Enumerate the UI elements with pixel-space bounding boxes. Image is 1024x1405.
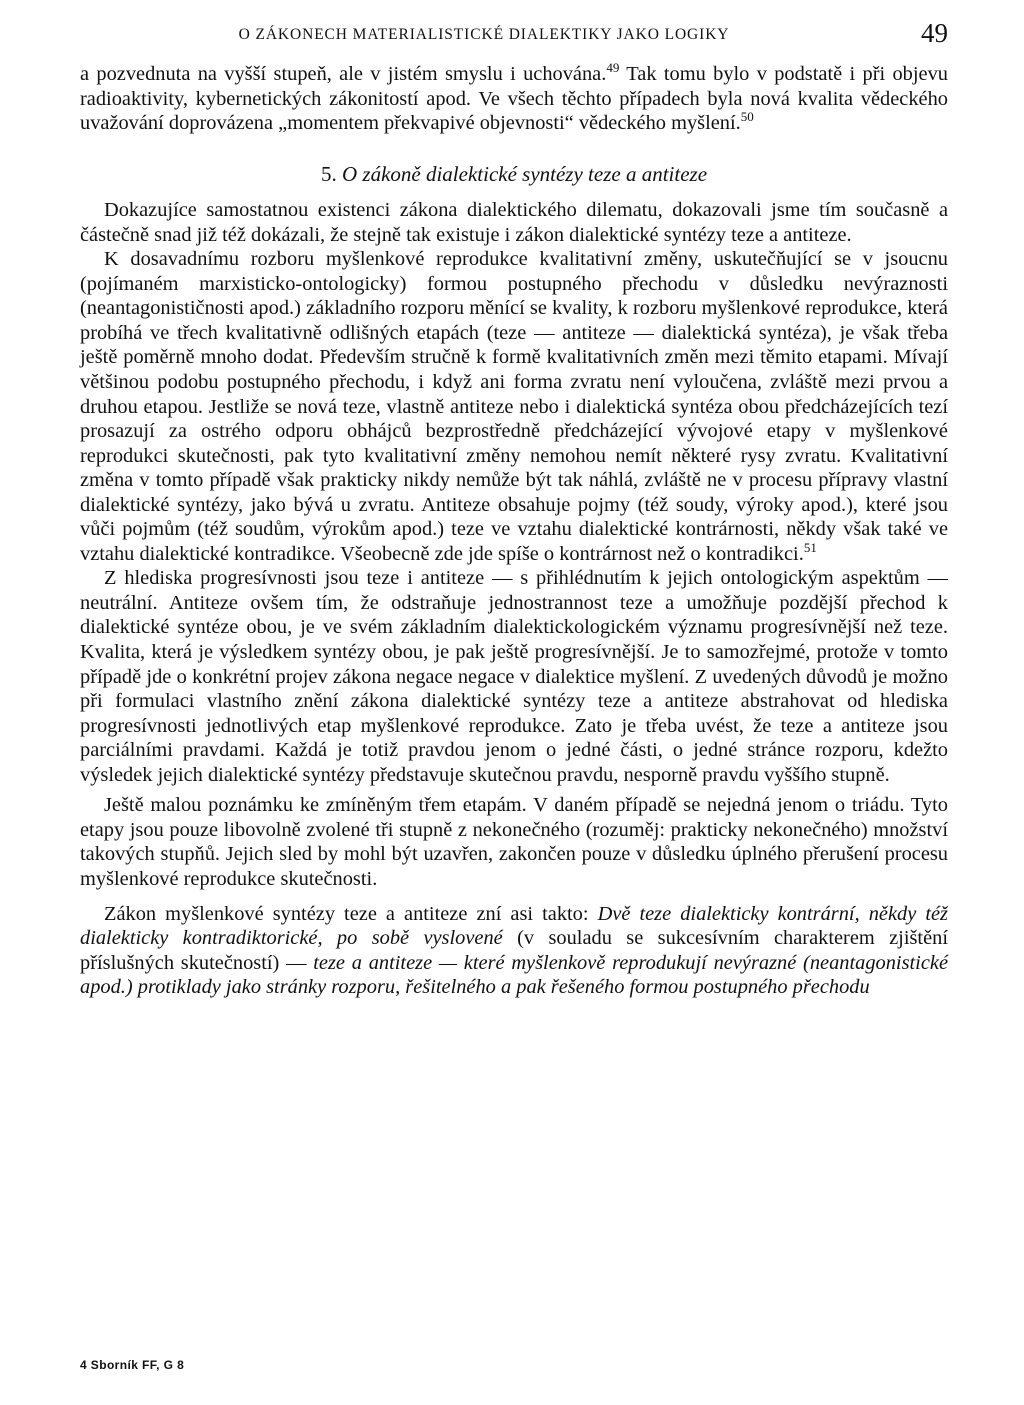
paragraph [80, 247, 948, 566]
body-text [80, 62, 948, 1000]
paragraph: Z hlediska progresívnosti jsou teze i antiteze — s přihlédnutím k jejich ontologickým aspektům — neutrální. Antiteze ovšem tím, že odstraňuje jednostrannost teze a umožňuje pozdější přechod k dialektické syntéze obou, je ve svém základním dialektickologickém významu progresívnější než teze. Kvalita, která je výsledkem syntézy obou, je pak ještě progresívnější. Je to samozřejmé, protože v tomto případě jde o konkrétní projev zákona negace negace v dialektice myšlení. Z uvedených důvodů je možno při formulaci vlastního znění zákona dialektické syntézy teze a antiteze abstrahovat od hlediska progresívnosti jednotlivých etap myšlenkové reprodukce. Zato je třeba uvést, že teze a antiteze jsou parciálními pravdami. Každá je totiž pravdou jenom o jedné části, o jedné stránce rozporu, kdežto výsledek jejich dialektické syntézy představuje skutečnou pravdu, nesporně pravdu vyššího stupně. [80, 567, 948, 786]
footnote-ref-51: 51 [803, 540, 817, 556]
emphasis-text: teze a antiteze — které myšlenkově reprodukují nevýrazné (neantagonistické apod.) protiklady jako stránky rozporu, řešitelného a pak řešeného formou postupného přechodu [80, 951, 948, 999]
paragraph-text: Zákon myšlenkové syntézy teze a antiteze zní asi takto: [104, 902, 598, 925]
paragraph-law-statement [80, 902, 948, 1000]
section-heading [80, 162, 948, 187]
footnote-ref-50: 50 [740, 109, 754, 125]
paragraph-text: a pozvednuta na vyšší stupeň, ale v jistém smyslu i uchována. [80, 63, 607, 85]
paragraph-text: (v souladu se sukcesívním charakterem zjištění příslušných skutečností) — [80, 927, 949, 974]
page [80, 18, 948, 1000]
running-head [80, 18, 948, 52]
running-title: O ZÁKONECH MATERIALISTICKÉ DIALEKTIKY JAKO LOGIKY [238, 26, 730, 43]
section-number: 5. [320, 161, 337, 186]
paragraph: Ještě malou poznámku ke zmíněným třem etapám. V daném případě se nejedná jenom o triádu. Tyto etapy jsou pouze libovolně zvolené tři stupně z nekonečného (rozuměj: prakticky nekonečného) množství takových stupňů. Jejich sled by mohl být uzavřen, zakončen pouze v důsledku úplného přerušení procesu myšlenkové reprodukce skutečnosti. [80, 794, 948, 890]
signature-mark: 4 Sborník FF, G 8 [80, 1358, 185, 1372]
section-title: O zákoně dialektické syntézy teze a antiteze [341, 161, 708, 186]
footnote-ref-49: 49 [606, 60, 620, 76]
paragraph-text: Tak tomu bylo v podstatě i při objevu radioaktivity, kybernetických zákonitostí apod. Ve všech těchto případech byla nová kvalita vědeckého uvažování doprovázena „momentem překvapivé objevnosti“ vědeckého myšlení. [80, 63, 948, 135]
paragraph-text: K dosavadnímu rozboru myšlenkové reprodukce kvalitativní změny, uskutečňující se v jsoucnu (pojímaném marxisticko-ontologicky) formou postupného přechodu v důsledku nevýraznosti (neantagonističnosti apod.) základního rozporu měnící se kvality, k rozboru myšlenkové reprodukce, která probíhá ve třech kvalitativně odlišných etapách (teze — antiteze — dialektická syntéza), je však třeba ještě poměrně mnoho dodat. Především stručně k formě kvalitativních změn mezi těmito etapami. Mívají většinou podobu postupného přechodu, i když ani forma zvratu není vyloučena, zvláště mezi prvou a druhou etapou. Jestliže se nová teze, vlastně antiteze nebo i dialektická syntéza obou předcházejících tezí prosazují za ostrého odporu obhájců bezprostředně předcházející vývojové etapy v myšlenkové reprodukci skutečnosti, pak tyto kvalitativní změny nemohou nemít některé rysy zvratu. Kvalitativní změna v tomto případě však prakticky nikdy nemůže být tak náhlá, zvláště ne v procesu přípravy vlastní dialektické syntézy, jako bývá u zvratu. Antiteze obsahuje pojmy (též soudy, výroky apod.), které jsou vůči pojmům (též soudům, výrokům apod.) teze ve vztahu dialektické kontrárnosti, někdy však také ve vztahu dialektické kontradikce. Všeobecně zde jde spíše o kontrárnost než o kontradikci. [80, 248, 948, 565]
page-number: 49 [921, 18, 948, 48]
paragraph-continuation [80, 62, 948, 136]
emphasis-text: Dvě teze dialekticky kontrární, někdy též dialekticky kontradiktorické, po sobě vyslovené [80, 902, 948, 950]
paragraph: Dokazujíce samostatnou existenci zákona dialektického dilematu, dokazovali jsme tím současně a částečně snad již též dokázali, že stejně tak existuje i zákon dialektické syntézy teze a antiteze. [80, 199, 948, 246]
